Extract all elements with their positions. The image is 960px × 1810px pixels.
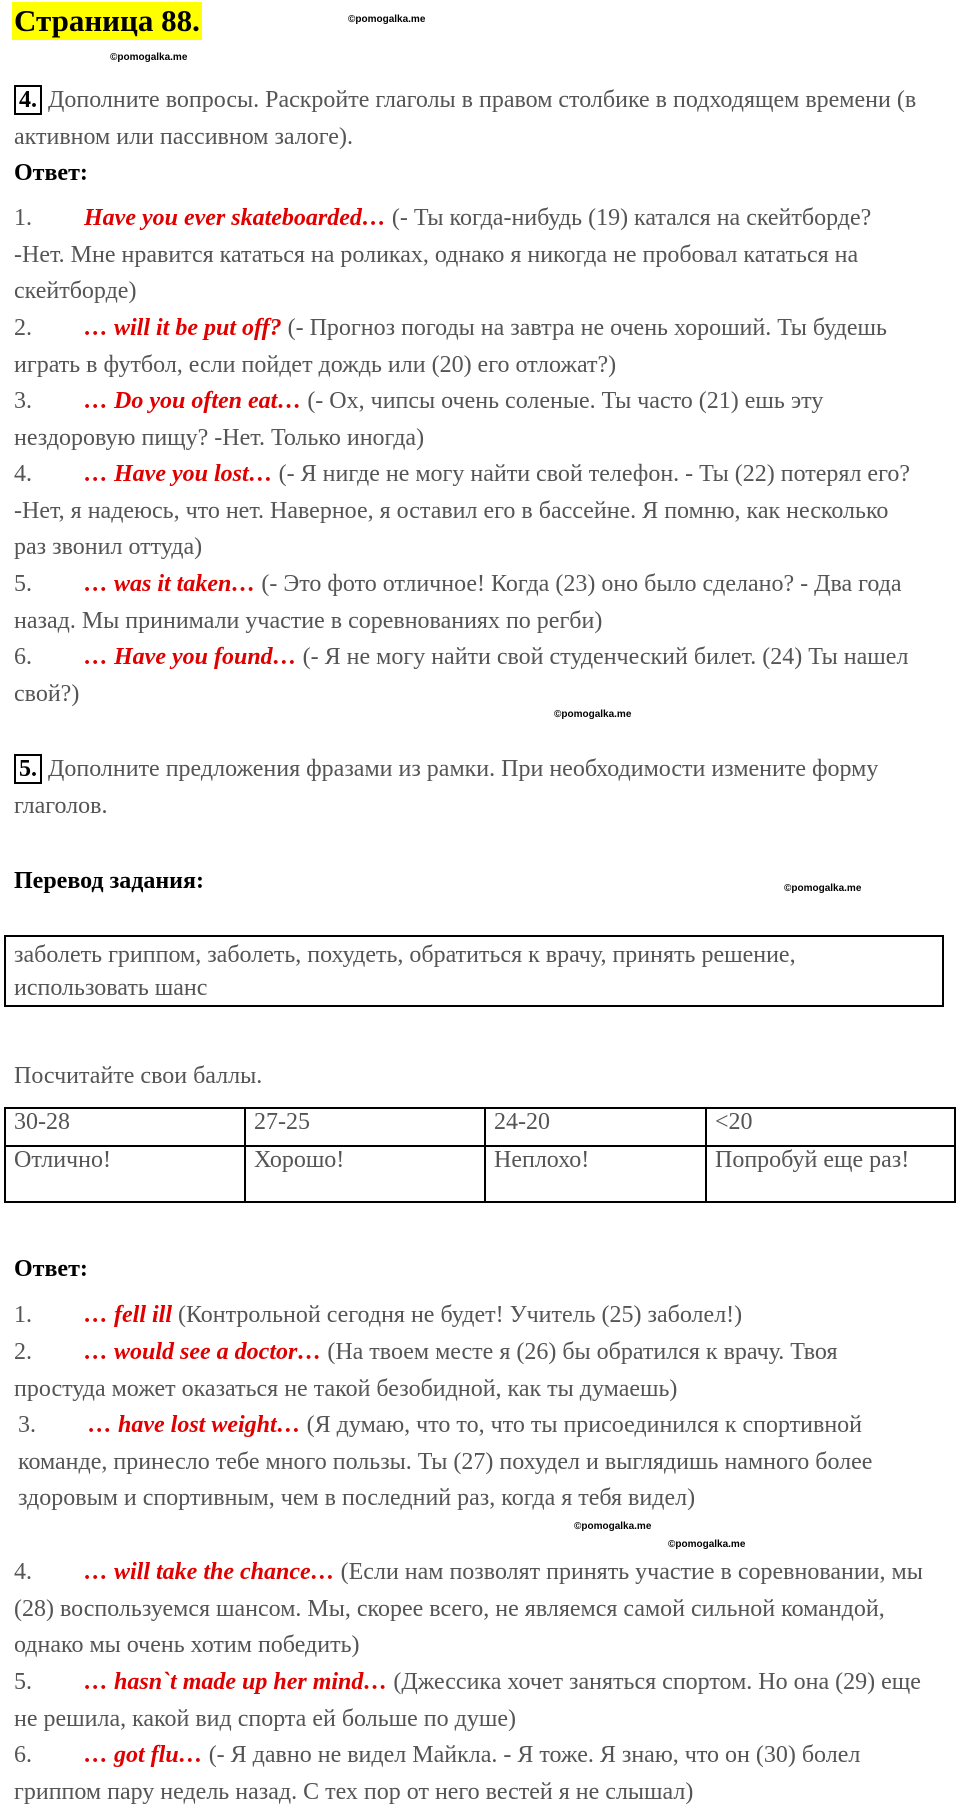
answer-text: … Have you found… (84, 644, 297, 670)
score-intro: Посчитайте свои баллы. (14, 1063, 263, 1089)
list-item: 5. … hasn`t made up her mind… (Джессика хочет заняться спортом. Но она (29) еще не решила, какой вид спорта ей больше по душе) (14, 1669, 921, 1732)
list-item: 2. … will it be put off? (- Прогноз погоды на завтра не очень хороший. Ты будешь играть в футбол, если пойдет дождь или (20) его отложат?) (14, 315, 887, 378)
task5-number: 5. (14, 754, 42, 784)
task4-instruction-text: Дополните вопросы. Раскройте глаголы в правом столбике в подходящем времени (в активном или пассивном залоге). (14, 87, 917, 150)
page-title: Страница 88. (14, 3, 200, 38)
score-range: 27-25 (245, 1108, 485, 1146)
list-item: 2. … would see a doctor… (На твоем месте я (26) бы обратился к врачу. Твоя простуда может оказаться не такой безобидной, как ты думаешь) (14, 1339, 838, 1402)
list-item: 6. … got flu… (- Я давно не видел Майкла. - Я тоже. Я знаю, что он (30) болел гриппом пару недель назад. С тех пор от него вестей я не слышал) (14, 1742, 861, 1805)
score-rating: Хорошо! (245, 1146, 485, 1202)
answer-text: … fell ill (84, 1302, 172, 1328)
score-rating: Неплохо! (485, 1146, 706, 1202)
list-item: 4. … Have you lost… (- Я нигде не могу найти свой телефон. - Ты (22) потерял его? -Нет, я надеюсь, что нет. Наверное, я оставил его в бассейне. Я помню, как несколько раз звонил оттуда) (14, 461, 910, 560)
answer-text: … will it be put off? (84, 315, 282, 341)
task5-answer-label: Ответ: (14, 1256, 88, 1282)
score-range: <20 (706, 1108, 955, 1146)
task5-instruction (14, 751, 944, 824)
watermark: ©pomogalka.me (554, 709, 632, 720)
score-table (4, 1107, 956, 1203)
watermark: ©pomogalka.me (574, 1521, 652, 1532)
watermark: ©pomogalka.me (348, 14, 426, 25)
score-rating: Попробуй еще раз! (706, 1146, 955, 1202)
task4-answer-label: Ответ: (14, 160, 88, 186)
phrase-box: заболеть гриппом, заболеть, похудеть, обратиться к врачу, принять решение, использовать шанс (4, 935, 944, 1007)
score-range: 30-28 (5, 1108, 245, 1146)
answer-text: … will take the chance… (84, 1559, 335, 1585)
answer-text: … got flu… (84, 1742, 203, 1768)
task4-instruction (14, 82, 944, 155)
answer-text: … would see a doctor… (84, 1339, 322, 1365)
score-rating: Отлично! (5, 1146, 245, 1202)
translation-label: Перевод задания: (14, 868, 204, 894)
list-item: 3. … have lost weight… (Я думаю, что то, что ты присоединился к спортивной команде, принесло тебе много пользы. Ты (27) похудел и выглядишь намного более здоровым и спортивным, чем в последний раз, когда я тебя видел) (18, 1412, 873, 1511)
list-item: 4. … will take the chance… (Если нам позволят принять участие в соревновании, мы (28) воспользуемся шансом. Мы, скорее всего, не являемся самой сильной командой, однако мы очень хотим победить) (14, 1559, 923, 1658)
list-item: 1. … fell ill (Контрольной сегодня не будет! Учитель (25) заболел!) (14, 1302, 743, 1328)
answer-text: … was it taken… (84, 571, 256, 597)
answer-text: Have you ever skateboarded… (84, 205, 386, 231)
watermark: ©pomogalka.me (110, 52, 188, 63)
task5-instruction-text: Дополните предложения фразами из рамки. При необходимости измените форму глаголов. (14, 756, 879, 819)
task4-number: 4. (14, 85, 42, 115)
list-item: 3. … Do you often eat… (- Ох, чипсы очень соленые. Ты часто (21) ешь эту нездоровую пищу? -Нет. Только иногда) (14, 388, 824, 451)
answer-text: … hasn`t made up her mind… (84, 1669, 388, 1695)
answer-text: … have lost weight… (88, 1412, 301, 1438)
score-range: 24-20 (485, 1108, 706, 1146)
watermark: ©pomogalka.me (668, 1539, 746, 1550)
answer-text: … Have you lost… (84, 461, 273, 487)
list-item: 5. … was it taken… (- Это фото отличное! Когда (23) оно было сделано? - Два года назад. Мы принимали участие в соревнованиях по регби) (14, 571, 902, 634)
list-item: 6. … Have you found… (- Я не могу найти свой студенческий билет. (24) Ты нашел свой?) (14, 644, 909, 707)
watermark: ©pomogalka.me (784, 883, 862, 894)
list-item: 1. Have you ever skateboarded… (- Ты когда-нибудь (19) катался на скейтборде? -Нет. Мне нравится кататься на роликах, однако я никогда не пробовал кататься на скейтборде) (14, 205, 872, 304)
answer-text: … Do you often eat… (84, 388, 302, 414)
